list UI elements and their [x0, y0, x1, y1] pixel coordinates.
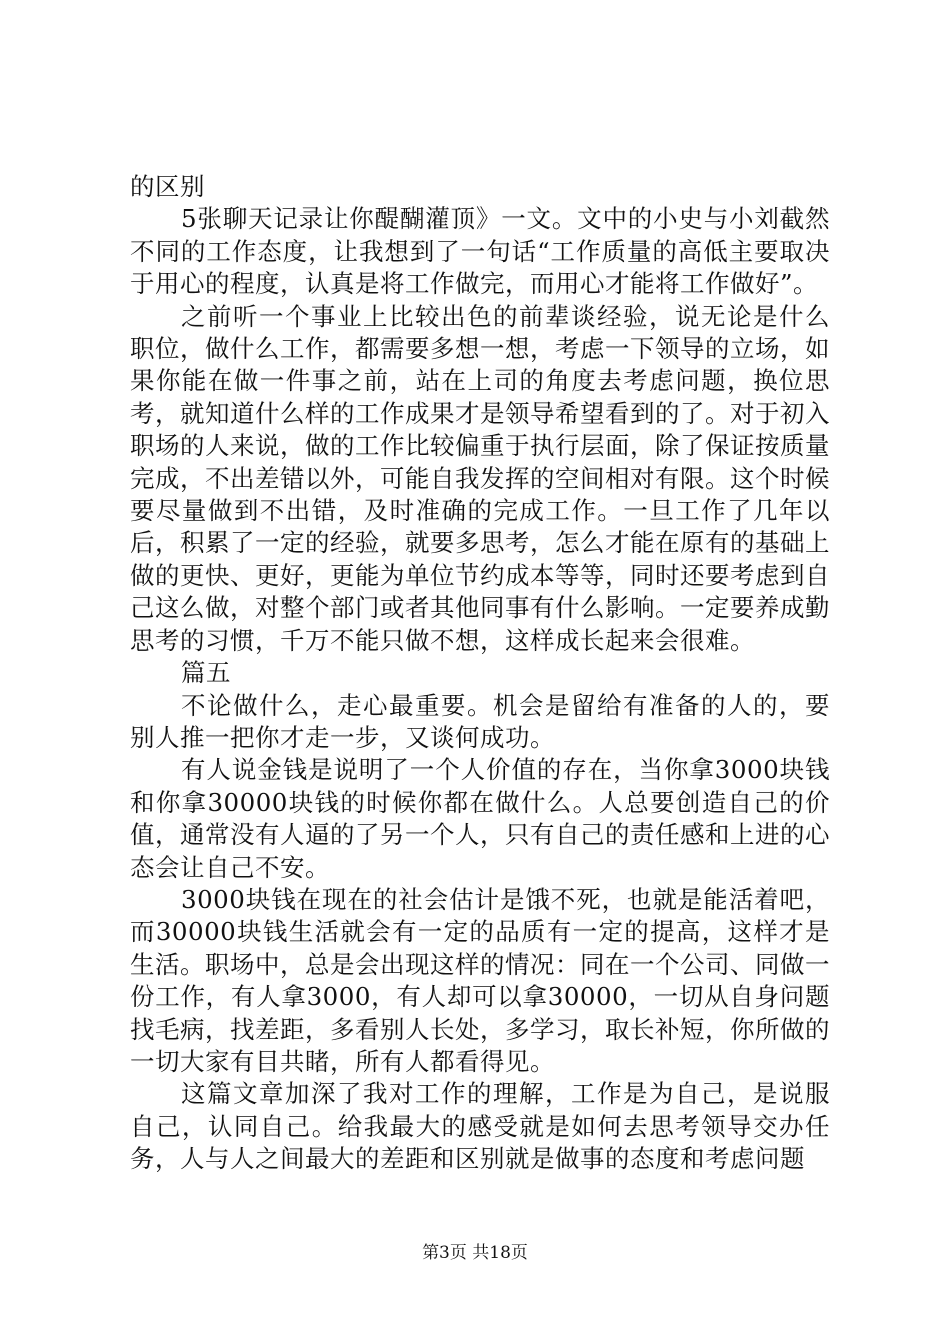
page-number-footer: 第3页 共18页: [422, 1243, 528, 1263]
paragraph-chat-records: 5张聊天记录让你醍醐灌顶》一文。文中的小史与小刘截然不同的工作态度，让我想到了一句话“工作质量的高低主要取决于用心的程度，认真是将工作做完，而用心才能将工作做好”。: [130, 204, 830, 299]
section-heading-part-five: 篇五: [181, 658, 231, 688]
paragraph-senior-experience: 之前听一个事业上比较出色的前辈谈经验，说无论是什么职位，做什么工作，都需要多想一想，考虑一下领导的立场，如果你能在做一件事之前，站在上司的角度去考虑问题，换位思考，就知道什么样的工作成果才是领导希望看到的了。对于初入职场的人来说，做的工作比较偏重于执行层面，除了保证按质量完成，不出差错以外，可能自我发挥的空间相对有限。这个时候要尽量做到不出错，及时准确的完成工作。一旦工作了几年以后，积累了一定的经验，就要多思考，怎么才能在原有的基础上做的更快、更好，更能为单位节约成本等等，同时还要考虑到自己这么做，对整个部门或者其他同事有什么影响。一定要养成勤思考的习惯，千万不能只做不想，这样成长起来会很难。: [130, 301, 830, 655]
paragraph-heart-matters: 不论做什么，走心最重要。机会是留给有准备的人的，要别人推一把你才走一步，又谈何成功。: [130, 690, 830, 752]
document-body: [130, 171, 830, 1176]
paragraph-continuation: 的区别: [130, 172, 205, 201]
paragraph-money-value: 有人说金钱是说明了一个人价值的存在，当你拿3000块钱和你拿30000块钱的时候你都在做什么。人总要创造自己的价值，通常没有人逼的了另一个人，只有自己的责任感和上进的心态会让自己不安。: [130, 755, 830, 882]
paragraph-salary-comparison: 3000块钱在现在的社会估计是饿不死，也就是能活着吧，而30000块钱生活就会有一定的品质有一定的提高，这样才是生活。职场中，总是会出现这样的情况：同在一个公司、同做一份工作，有人拿3000，有人却可以拿30000，一切从自身问题找毛病，找差距，多看别人长处，多学习，取长补短，你所做的一切大家有目共睹，所有人都看得见。: [130, 884, 830, 1076]
paragraph-article-reflection: 这篇文章加深了我对工作的理解，工作是为自己，是说服自己，认同自己。给我最大的感受就是如何去思考领导交办任务，人与人之间最大的差距和区别就是做事的态度和考虑问题: [130, 1079, 830, 1174]
